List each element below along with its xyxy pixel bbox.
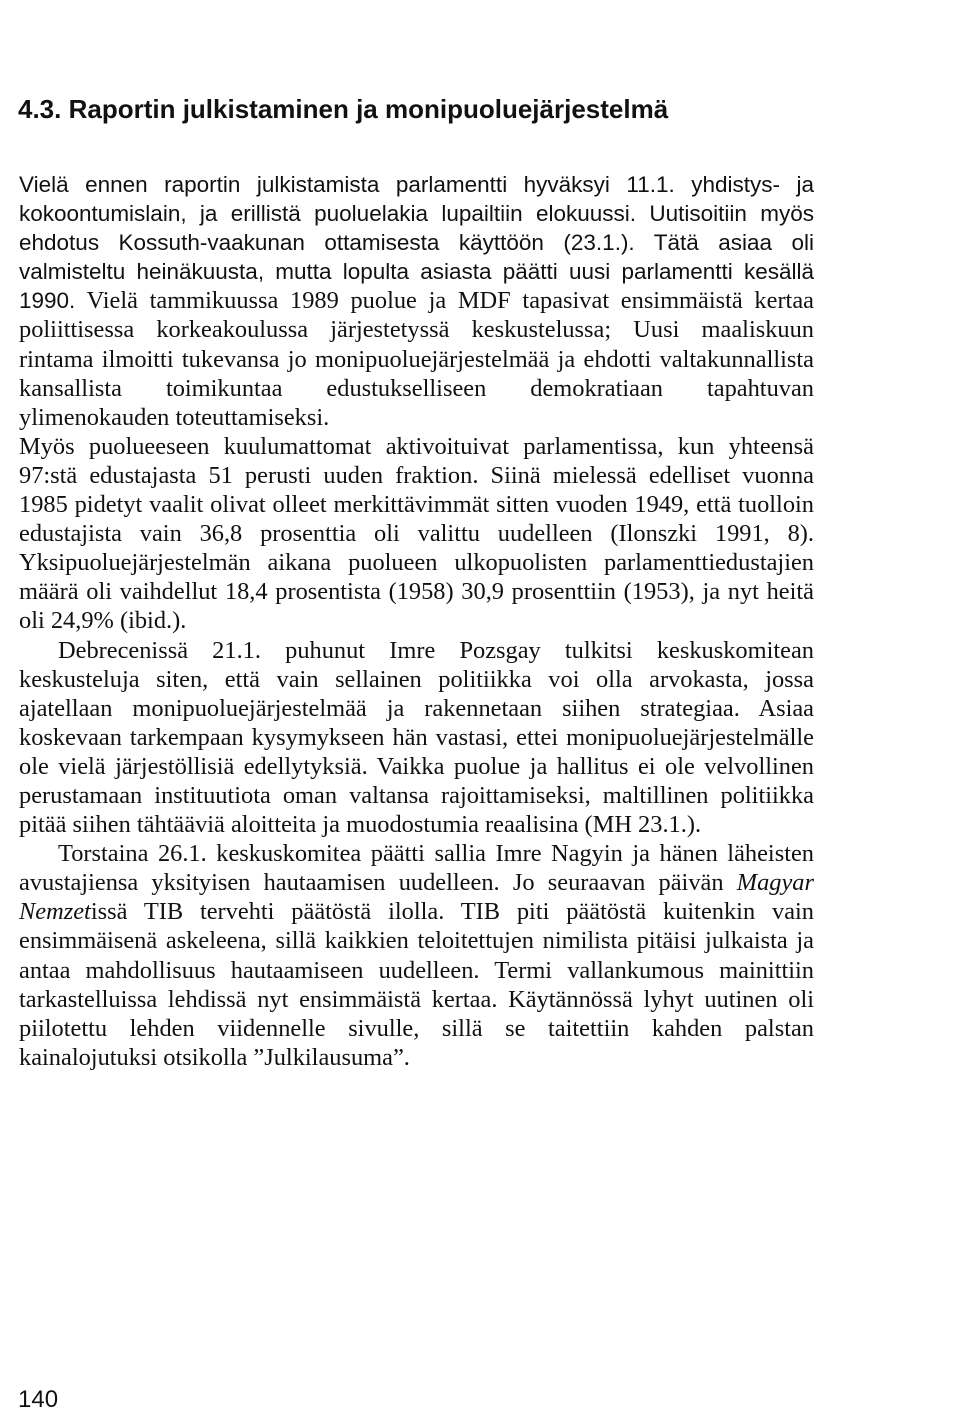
- newspaper-title: Magyar Nemzet: [19, 869, 814, 926]
- paragraph-1-lead: Vielä ennen raportin julkistamista parlamentti hyväksyi 11.1. yhdistys- ja kokoontumislain, ja erillistä puoluelakia lupailtiin elokuussi. Uutisoitiin myös ehdotus Kossuth-vaakunan ottamisesta käyttöön (23.1.). Tätä asiaa oli valmisteltu heinäkuusta, mutta lopulta asiasta päätti uusi parlamentti kesällä 1990.: [19, 172, 814, 314]
- section-heading: 4.3. Raportin julkistaminen ja monipuoluejärjestelmä: [18, 94, 669, 124]
- paragraph-4: [19, 839, 814, 1072]
- paragraph-2: Myös puolueeseen kuulumattomat aktivoituivat parlamentissa, kun yhteensä 97:stä edustajasta 51 perusti uuden fraktion. Siinä mielessä edelliset vuonna 1985 pidetyt vaalit olivat olleet merkittävimmät sitten vuoden 1949, että tuolloin edustajista vain 36,8 prosenttia oli valittu uudelleen (Ilonszki 1991, 8). Yksipuoluejärjestelmän aikana puolueen ulkopuolisten parlamenttiedustajien määrä oli vaihdellut 18,4 prosentista (1958) 30,9 prosenttiin (1953), ja nyt heitä oli 24,9% (ibid.).: [19, 432, 814, 635]
- paragraph-3: Debrecenissä 21.1. puhunut Imre Pozsgay tulkitsi keskuskomitean keskusteluja siten, että vain sellainen politiikka voi olla arvokasta, jossa ajatellaan monipuoluejärjestelmää ja rakennetaan siihen strategiaa. Asiaa koskevaan tarkempaan kysymykseen hän vastasi, ettei monipuoluejärjestelmälle ole vielä järjestöllisiä edellytyksiä. Vaikka puolue ja hallitus ei ole velvollinen perustamaan instituutiota oman valtansa rajoittamiseksi, maltillinen politiikka pitää siihen tähtääviä aloitteita ja muodostumia reaalisina (MH 23.1.).: [19, 636, 814, 839]
- paragraph-4-before: Torstaina 26.1. keskuskomitea päätti sallia Imre Nagyin ja hänen läheisten avustajiensa yksityisen hautaamisen uudelleen. Jo seuraavan päivän: [19, 840, 814, 897]
- paragraph-4-after: issä TIB tervehti päätöstä ilolla. TIB piti päätöstä kuitenkin vain ensimmäisenä askeleena, sillä kaikkien teloitettujen nimilista pitäisi julkaista ja antaa mahdollisuus hautaamiseen uudelleen. Termi vallankumous mainittiin tarkastelluissa lehdissä nyt ensimmäistä kertaa. Käytännössä lyhyt uutinen oli piilotettu lehden viidennelle sivulle, sillä se taitettiin kahden palstan kainalojutuksi otsikolla ”Julkilausuma”.: [19, 898, 814, 1071]
- page-number: 140: [18, 1386, 59, 1413]
- paragraph-1: [19, 170, 814, 432]
- body-text: [19, 170, 814, 1072]
- paragraph-1-text: Vielä tammikuussa 1989 puolue ja MDF tapasivat ensimmäistä kertaa poliittisessa korkeakoulussa järjestetyssä keskustelussa; Uusi maaliskuun rintama ilmoitti tukevansa jo monipuoluejärjestelmää ja ehdotti valtakunnallista kansallista toimikuntaa edustukselliseen demokratiaan tapahtuvan ylimenokauden toteuttamiseksi.: [19, 287, 814, 431]
